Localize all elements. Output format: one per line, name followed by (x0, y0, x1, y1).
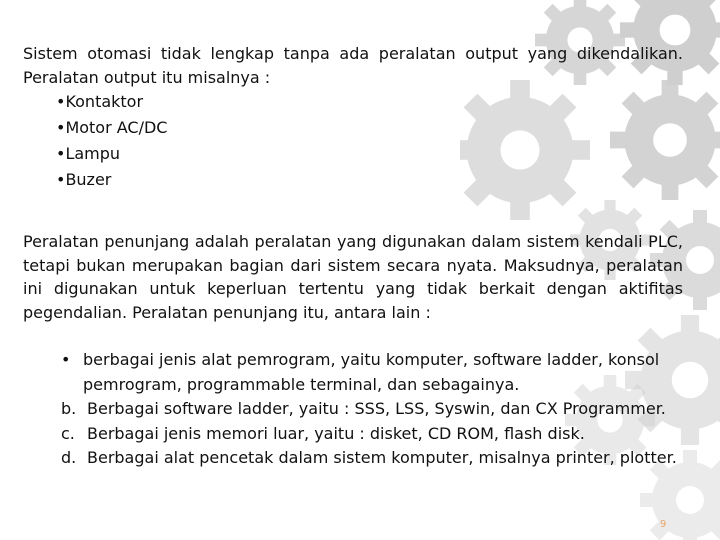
list-item: c. Berbagai jenis memori luar, yaitu : disket, CD ROM, flash disk. (61, 423, 585, 443)
list-item: • Lampu (56, 141, 167, 167)
list-item: d. Berbagai alat pencetak dalam sistem komputer, misalnya printer, plotter. (61, 448, 677, 467)
output-paragraph: Sistem otomasi tidak lengkap tanpa ada peralatan output yang dikendalikan. Peralatan output itu misalnya : (23, 44, 683, 87)
support-item-list (23, 348, 703, 471)
output-bullet-list (56, 89, 167, 193)
list-item: • Buzer (56, 167, 167, 193)
list-item: • berbagai jenis alat pemrogram, yaitu komputer, software ladder, konsol pemrogram, programmable terminal, dan sebagainya. (61, 350, 660, 394)
list-item: • Motor AC/DC (56, 115, 167, 141)
section-heading-support: PERALATAN (23, 206, 123, 224)
page-number: 9 (660, 519, 667, 530)
support-paragraph: Peralatan penunjang adalah peralatan yang digunakan dalam sistem kendali PLC, tetapi bukan merupakan bagian dari sistem secara nyata. Maksudnya, peralatan ini digunakan untuk keperluan tertentu yang tidak berkait dengan aktifitas pegendalian. Peralatan penunjang itu, antara lain : (23, 232, 683, 322)
section-heading-output: PERALATAN OUTPUT (23, 14, 198, 32)
list-item: b. Berbagai software ladder, yaitu : SSS, LSS, Syswin, dan CX Programmer. (61, 399, 666, 418)
list-item: • Kontaktor (56, 89, 167, 115)
